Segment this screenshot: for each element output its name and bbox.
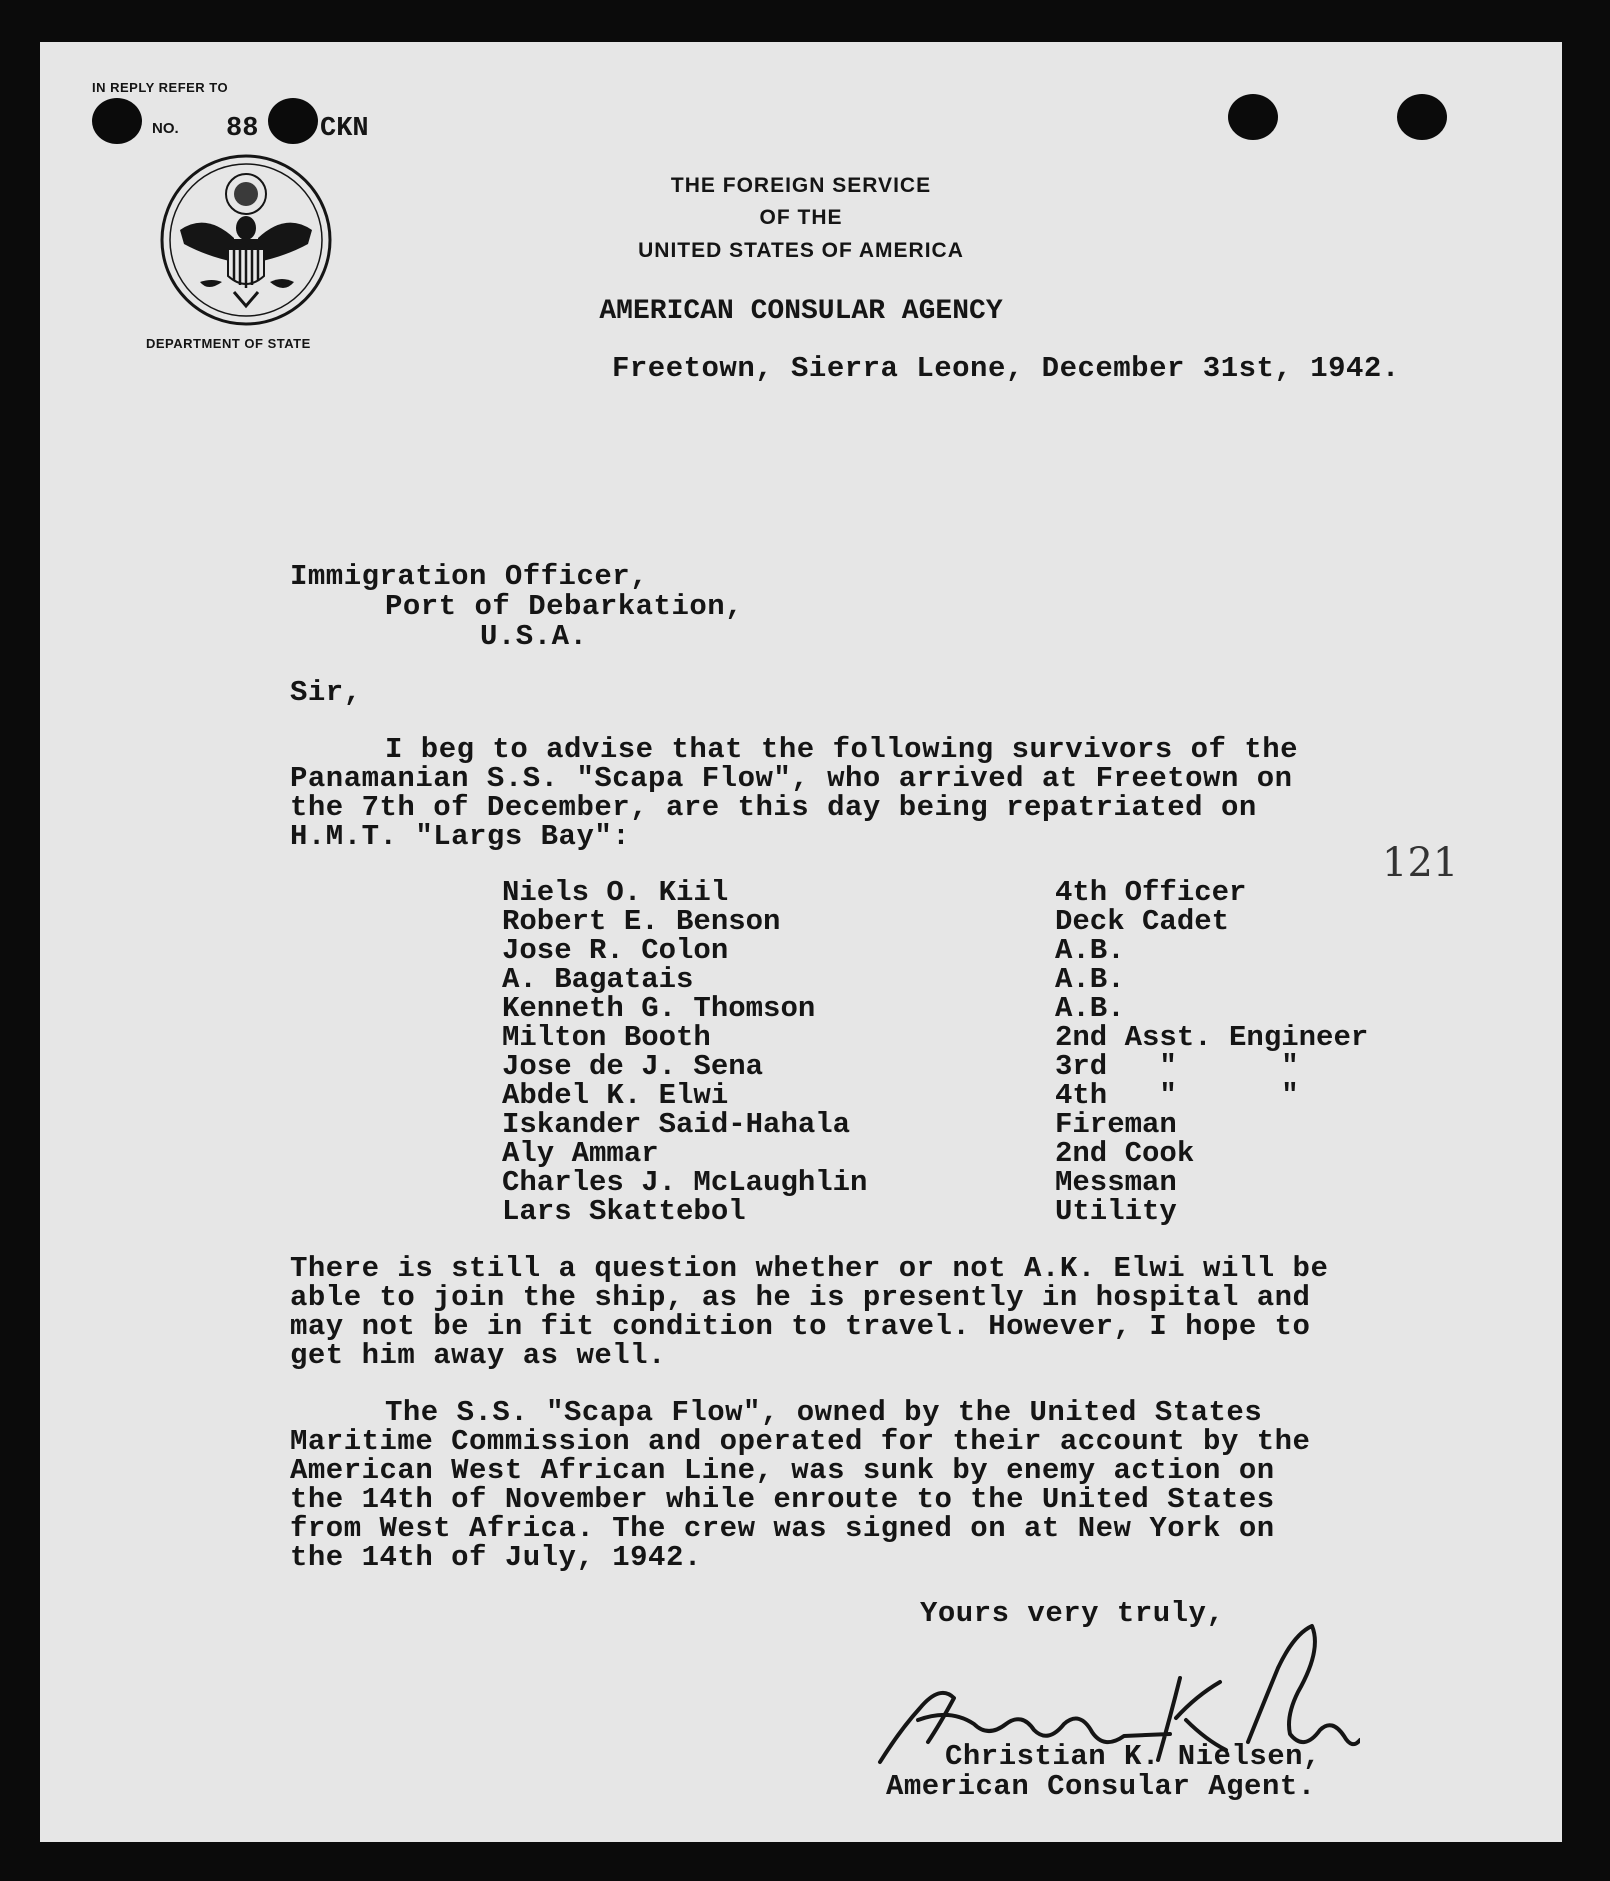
crew-rank: 2nd Asst. Engineer xyxy=(1055,1021,1369,1054)
salutation: Sir, xyxy=(290,676,362,709)
paragraph-2-line: get him away as well. xyxy=(290,1339,666,1372)
crew-rank: 3rd " " xyxy=(1055,1050,1299,1083)
paragraph-1-line: the 7th of December, are this day being repatriated on xyxy=(290,791,1257,824)
addressee-line-1: Immigration Officer, xyxy=(290,560,649,593)
punch-hole xyxy=(1228,94,1278,140)
punch-hole xyxy=(268,98,318,144)
crew-name: Robert E. Benson xyxy=(502,905,781,938)
crew-rank: 4th Officer xyxy=(1055,876,1247,909)
reply-label: IN REPLY REFER TO xyxy=(92,80,229,95)
crew-name: Abdel K. Elwi xyxy=(502,1079,729,1112)
paragraph-1-line: I beg to advise that the following survivors of the xyxy=(385,733,1299,766)
crew-rank: 4th " " xyxy=(1055,1079,1299,1112)
agency-name: AMERICAN CONSULAR AGENCY xyxy=(599,296,1003,327)
punch-hole xyxy=(1397,94,1447,140)
paragraph-1-line: Panamanian S.S. "Scapa Flow", who arrived at Freetown on xyxy=(290,762,1293,795)
crew-rank: Utility xyxy=(1055,1195,1177,1228)
paragraph-2-line: able to join the ship, as he is presently in hospital and xyxy=(290,1281,1311,1314)
addressee-line-2: Port of Debarkation, xyxy=(385,590,744,623)
valediction: Yours very truly, xyxy=(920,1597,1225,1630)
no-label: NO. xyxy=(152,120,179,137)
paragraph-2-line: There is still a question whether or not A.K. Elwi will be xyxy=(290,1252,1329,1285)
crew-name: Charles J. McLaughlin xyxy=(502,1166,868,1199)
crew-rank: A.B. xyxy=(1055,934,1125,967)
paragraph-3-line: American West African Line, was sunk by enemy action on xyxy=(290,1454,1275,1487)
crew-rank: A.B. xyxy=(1055,963,1125,996)
punch-hole xyxy=(92,98,142,144)
reference-suffix: CKN xyxy=(320,114,369,144)
paragraph-3-line: the 14th of July, 1942. xyxy=(290,1541,702,1574)
paragraph-2-line: may not be in fit condition to travel. However, I hope to xyxy=(290,1310,1311,1343)
paragraph-3-line: The S.S. "Scapa Flow", owned by the United States xyxy=(385,1396,1263,1429)
crew-name: Kenneth G. Thomson xyxy=(502,992,816,1025)
department-label: DEPARTMENT OF STATE xyxy=(146,336,311,351)
crew-name: Aly Ammar xyxy=(502,1137,659,1170)
letterhead-line-2: OF THE xyxy=(759,206,843,229)
crew-name: Iskander Said-Hahala xyxy=(502,1108,851,1141)
crew-rank: Fireman xyxy=(1055,1108,1177,1141)
crew-name: Niels O. Kiil xyxy=(502,876,729,909)
page-number: 121 xyxy=(1382,840,1459,886)
place-date: Freetown, Sierra Leone, December 31st, 1942. xyxy=(612,352,1400,385)
paragraph-3-line: Maritime Commission and operated for their account by the xyxy=(290,1425,1311,1458)
letterhead-line-1: THE FOREIGN SERVICE xyxy=(670,174,932,197)
crew-rank: A.B. xyxy=(1055,992,1125,1025)
paragraph-3-line: from West Africa. The crew was signed on at New York on xyxy=(290,1512,1275,1545)
letter-page xyxy=(40,42,1562,1842)
signer-title: American Consular Agent. xyxy=(886,1770,1316,1803)
signer-name: Christian K. Nielsen, xyxy=(945,1740,1321,1773)
crew-name: A. Bagatais xyxy=(502,963,694,996)
crew-name: Lars Skattebol xyxy=(502,1195,746,1228)
addressee-line-3: U.S.A. xyxy=(480,620,588,653)
reference-number: 88 xyxy=(226,114,259,144)
paragraph-1-line: H.M.T. "Largs Bay": xyxy=(290,820,631,853)
crew-rank: 2nd Cook xyxy=(1055,1137,1195,1170)
paragraph-3-line: the 14th of November while enroute to the United States xyxy=(290,1483,1275,1516)
crew-rank: Deck Cadet xyxy=(1055,905,1230,938)
crew-name: Jose R. Colon xyxy=(502,934,729,967)
crew-name: Jose de J. Sena xyxy=(502,1050,764,1083)
crew-rank: Messman xyxy=(1055,1166,1177,1199)
letterhead-line-3: UNITED STATES OF AMERICA xyxy=(638,239,964,262)
crew-name: Milton Booth xyxy=(502,1021,711,1054)
